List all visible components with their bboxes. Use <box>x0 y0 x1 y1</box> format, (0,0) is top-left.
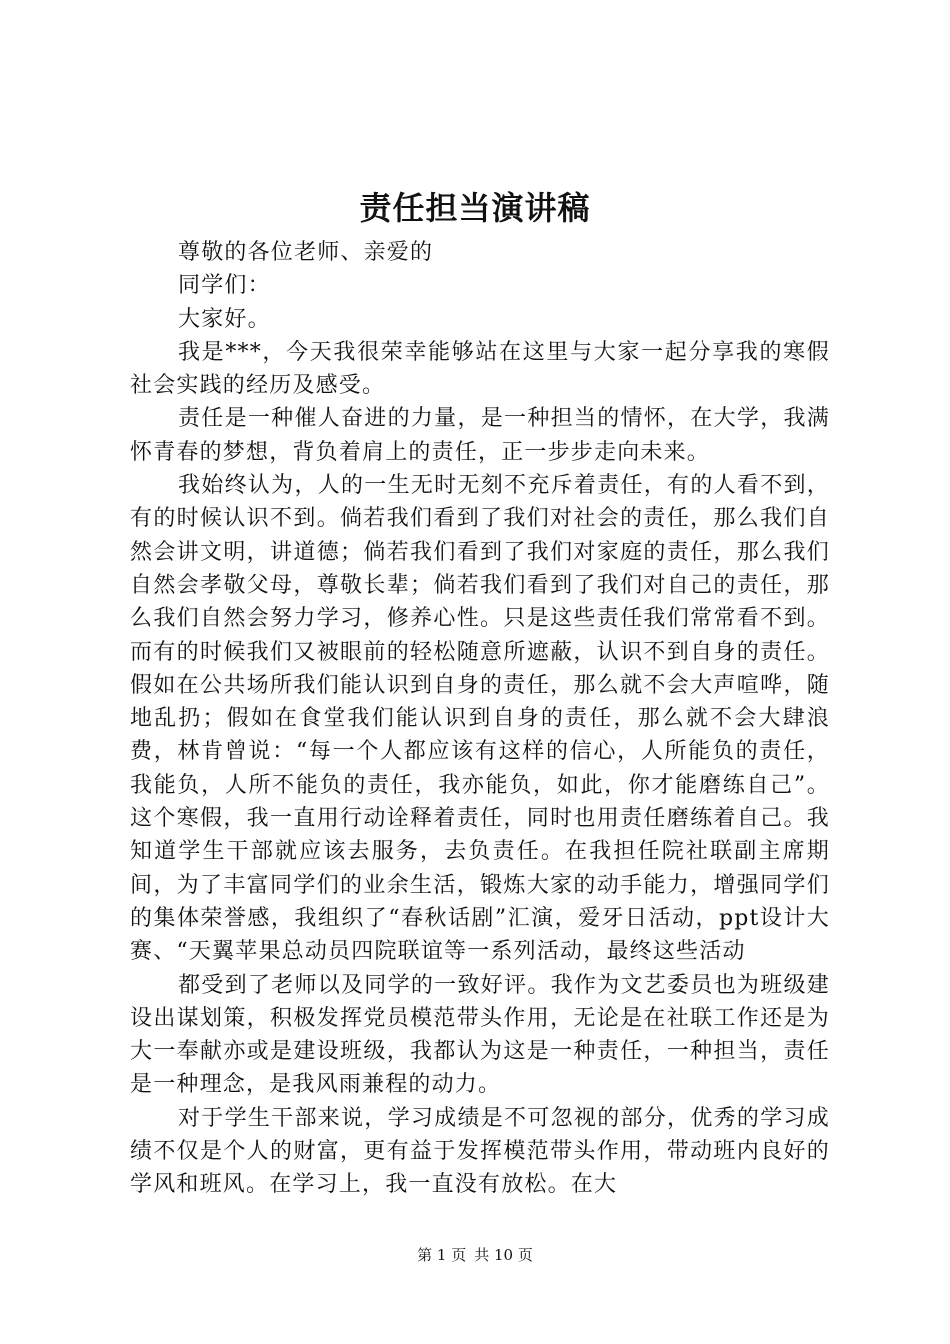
greeting-line-3: 大家好。 <box>178 306 271 332</box>
document-body <box>130 236 830 1202</box>
document-title: 责任担当演讲稿 <box>359 189 591 227</box>
page-total: 共 10 页 <box>474 1246 533 1264</box>
page-number: 第 1 页 <box>417 1246 467 1264</box>
paragraph-main: 我始终认为，人的一生无时无刻不充斥着责任，有的人看不到，有的时候认识不到。倘若我们看到了我们对社会的责任，那么我们自然会讲文明，讲道德；倘若我们看到了我们对家庭的责任，那么我们自然会孝敬父母，尊敬长辈；倘若我们看到了我们对自己的责任，那么我们自然会努力学习，修养心性。只是这些责任我们常常看不到。而有的时候我们又被眼前的轻松随意所遮蔽，认识不到自身的责任。假如在公共场所我们能认识到自身的责任，那么就不会大声喧哗，随地乱扔；假如在食堂我们能认识到自身的责任，那么就不会大肆浪费，林肯曾说：“每一个人都应该有这样的信心，人所能负的责任，我能负，人所不能负的责任，我亦能负，如此，你才能磨练自己”。这个寒假，我一直用行动诠释着责任，同时也用责任磨练着自己。我知道学生干部就应该去服务，去负责任。在我担任院社联副主席期间，为了丰富同学们的业余生活，锻炼大家的动手能力，增强同学们的集体荣誉感，我组织了“春秋话剧”汇演，爱牙日活动，ppt设计大赛、“天翼苹果总动员四院联谊等一系列活动，最终这些活动 <box>130 473 830 965</box>
paragraph-responsibility: 责任是一种催人奋进的力量，是一种担当的情怀，在大学，我满怀青春的梦想，背负着肩上的责任，正一步步走向未来。 <box>130 406 830 465</box>
paragraph-study: 对于学生干部来说，学习成绩是不可忽视的部分，优秀的学习成绩不仅是个人的财富，更有益于发挥模范带头作用，带动班内良好的学风和班风。在学习上，我一直没有放松。在大 <box>130 1105 830 1198</box>
page-footer <box>0 1245 950 1265</box>
greeting-line-2: 同学们： <box>178 273 271 299</box>
greeting-line-1: 尊敬的各位老师、亲爱的 <box>178 240 434 265</box>
paragraph-evaluation: 都受到了老师以及同学的一致好评。我作为文艺委员也为班级建设出谋划策，积极发挥党员模范带头作用，无论是在社联工作还是为大一奉献亦或是建设班级，我都认为这是一种责任，一种担当，责任是一种理念，是我风雨兼程的动力。 <box>130 972 830 1098</box>
paragraph-intro: 我是***，今天我很荣幸能够站在这里与大家一起分享我的寒假社会实践的经历及感受。 <box>130 339 830 399</box>
